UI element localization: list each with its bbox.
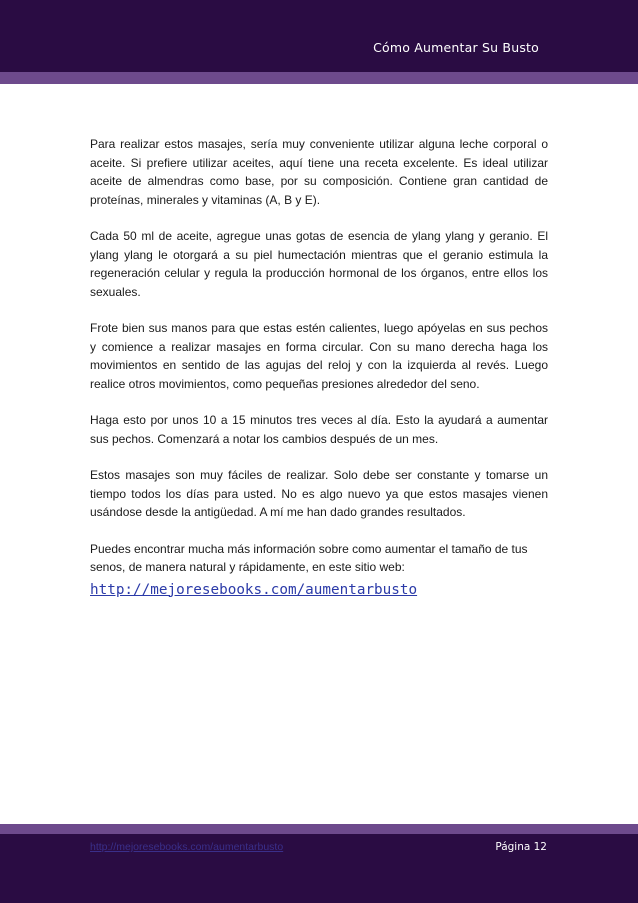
body-paragraph-2: Cada 50 ml de aceite, agregue unas gotas de esencia de ylang ylang y geranio. El ylang ylang le otorgará a su piel humectación mientras que el geranio estimula la regeneración celular y regula la producción hormonal de los órganos, entre ellos los sexuales.	[90, 229, 548, 299]
page-header	[0, 0, 638, 72]
body-paragraph-5: Estos masajes son muy fáciles de realizar. Solo debe ser constante y tomarse un tiempo todos los días para usted. No es algo nuevo ya que estos masajes vienen usándose desde la antigüedad. A mí me han dado grandes resultados.	[90, 468, 548, 519]
page-header-title: Cómo Aumentar Su Busto	[373, 40, 539, 55]
closing-paragraph: Puedes encontrar mucha más información sobre como aumentar el tamaño de tus senos, de manera natural y rápidamente, en este sitio web:	[90, 541, 528, 574]
body-paragraph-3: Frote bien sus manos para que estas estén calientes, luego apóyelas en sus pechos y comience a realizar masajes en forma circular. Con su mano derecha haga los movimientos en sentido de las agujas del reloj y con la izquierda al revés. Luego realice otros movimientos, como pequeñas presiones alrededor del seno.	[90, 321, 548, 391]
body-paragraph-4: Haga esto por unos 10 a 15 minutos tres veces al día. Esto la ayudará a aumentar sus pechos. Comenzará a notar los cambios después de un mes.	[90, 413, 548, 446]
website-link[interactable]: http://mejoresebooks.com/aumentarbusto	[90, 581, 418, 598]
header-accent-stripe	[0, 72, 638, 84]
page-number: Página 12	[495, 841, 547, 853]
footer-accent-stripe	[0, 824, 638, 834]
body-paragraph-1: Para realizar estos masajes, sería muy conveniente utilizar alguna leche corporal o aceite. Si prefiere utilizar aceites, aquí tiene una receta excelente. Es ideal utilizar aceite de almendras como base, por su composición. Contiene gran cantidad de proteínas, minerales y vitaminas (A, B y E).	[90, 137, 548, 207]
footer-website-link[interactable]: http://mejoresebooks.com/aumentarbusto	[90, 841, 284, 853]
page-body	[90, 135, 548, 599]
